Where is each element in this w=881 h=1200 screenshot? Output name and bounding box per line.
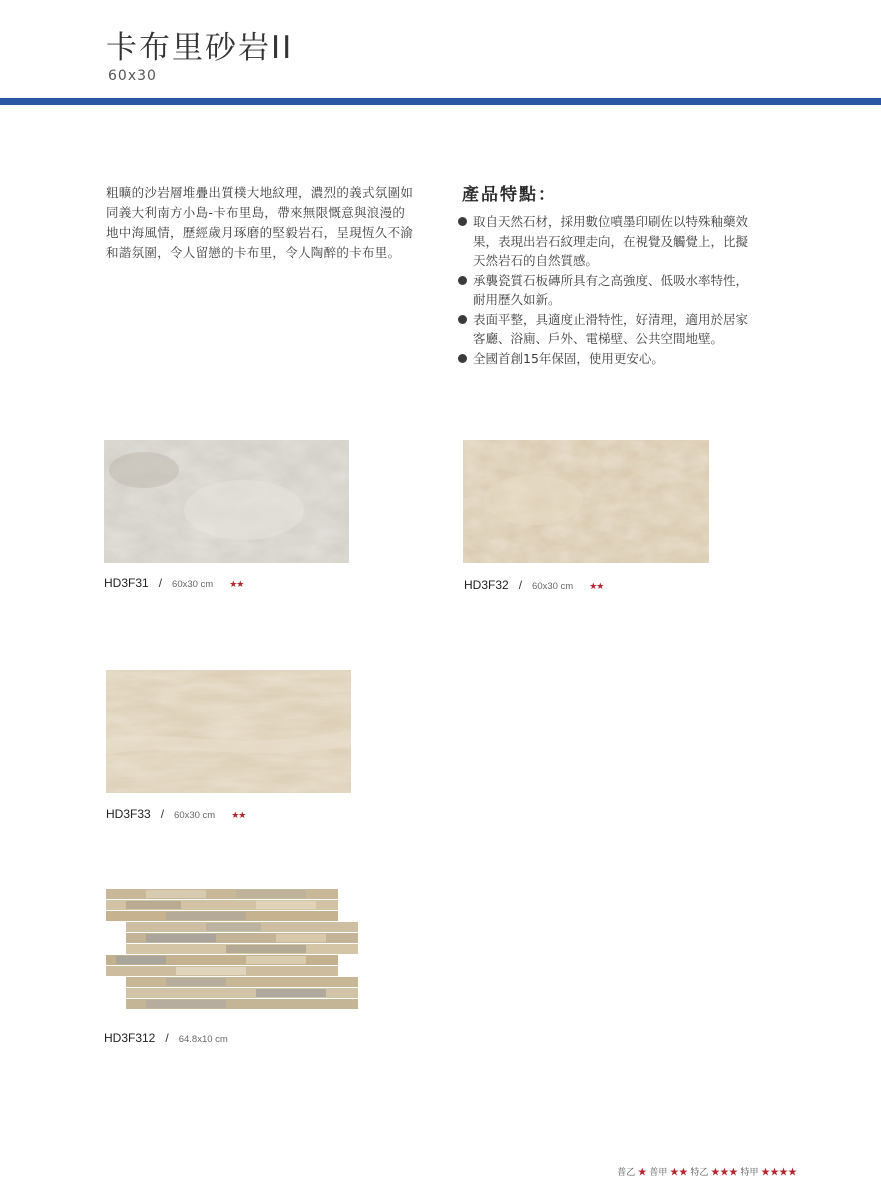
page-title: 卡布里砂岩II bbox=[106, 30, 294, 66]
product-code: HD3F32 bbox=[464, 578, 509, 592]
grade-label: 特乙 bbox=[690, 1167, 709, 1177]
product-code: HD3F33 bbox=[106, 807, 151, 821]
bullet-icon bbox=[458, 217, 467, 226]
tile-image-hd3f31 bbox=[104, 440, 349, 563]
feature-item bbox=[458, 349, 758, 369]
caption-separator: / bbox=[518, 578, 523, 592]
page-subtitle-size: 60x30 bbox=[108, 68, 157, 84]
features-heading: 產品特點： bbox=[462, 185, 557, 205]
feature-text: 全國首創15年保固，使用更安心。 bbox=[473, 350, 664, 366]
product-caption bbox=[106, 805, 245, 823]
grade-stars: ★★ bbox=[669, 1167, 688, 1177]
caption-separator: / bbox=[158, 576, 163, 590]
feature-text: 取自天然石材，採用數位噴墨印刷佐以特殊釉藥效果，表現出岩石紋理走向，在視覺及觸覺上，比擬天然岩石的自然質感。 bbox=[473, 214, 749, 268]
bullet-icon bbox=[458, 315, 467, 324]
grade-label: 特甲 bbox=[740, 1167, 759, 1177]
header-divider bbox=[0, 98, 881, 105]
tile-image-hd3f33 bbox=[106, 670, 351, 793]
product-size: 64.8x10 cm bbox=[178, 1034, 228, 1045]
bullet-icon bbox=[458, 276, 467, 285]
features-list bbox=[458, 212, 758, 368]
product-code: HD3F31 bbox=[104, 576, 149, 590]
caption-separator: / bbox=[165, 1031, 169, 1045]
grade-stars: ★ bbox=[637, 1167, 647, 1177]
grade-label: 普甲 bbox=[649, 1167, 668, 1177]
bullet-icon bbox=[458, 354, 467, 363]
feature-item bbox=[458, 212, 758, 271]
feature-text: 承襲瓷質石板磚所具有之高強度、低吸水率特性，耐用歷久如新。 bbox=[473, 272, 749, 307]
feature-item bbox=[458, 271, 758, 310]
product-caption bbox=[104, 1029, 228, 1047]
feature-item bbox=[458, 310, 758, 349]
intro-paragraph: 粗曠的沙岩層堆疊出質樸大地紋理，濃烈的義式氛圍如同義大利南方小島-卡布里島，帶來無限慨意與浪漫的地中海風情，歷經歲月琢磨的堅毅岩石，呈現恆久不渝和諧氛圍，令人留戀的卡布里，令人陶醉的卡布里。 bbox=[106, 185, 414, 260]
grade-stars: ★★★ bbox=[710, 1167, 738, 1177]
caption-separator: / bbox=[160, 807, 165, 821]
grade-stars: ★★ bbox=[589, 581, 604, 591]
product-size: 60x30 cm bbox=[174, 810, 216, 821]
grade-legend bbox=[617, 1165, 797, 1178]
tile-image-hd3f32 bbox=[463, 440, 709, 563]
product-size: 60x30 cm bbox=[532, 581, 574, 592]
product-caption bbox=[104, 574, 243, 592]
product-caption bbox=[464, 576, 603, 594]
feature-text: 表面平整，具適度止滑特性，好清理，適用於居家客廳、浴廁、戶外、電梯壁、公共空間地壁。 bbox=[473, 311, 749, 346]
grade-stars: ★★★★ bbox=[760, 1167, 797, 1177]
tile-image-hd3f312 bbox=[106, 889, 358, 1015]
grade-stars: ★★ bbox=[229, 579, 244, 589]
grade-label: 普乙 bbox=[617, 1167, 636, 1177]
product-code: HD3F312 bbox=[104, 1031, 156, 1045]
grade-stars: ★★ bbox=[231, 810, 246, 820]
product-size: 60x30 cm bbox=[172, 579, 214, 590]
